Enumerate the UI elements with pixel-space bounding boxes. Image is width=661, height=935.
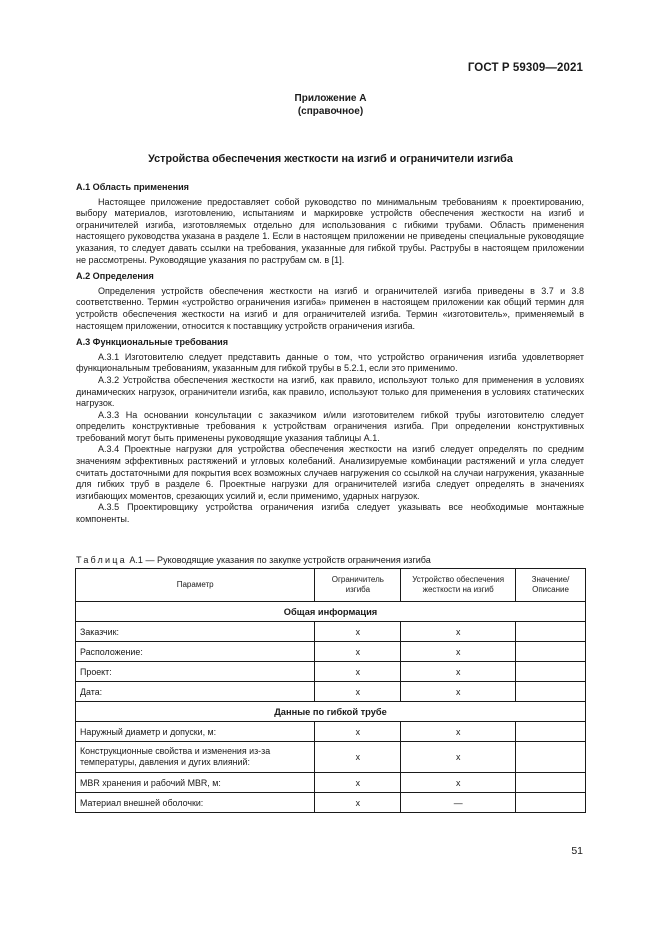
paragraph: А.3.4 Проектные нагрузки для устройства обеспечения жесткости на изгиб следует определять по средним значениям эффективных растяжений и угловых колебаний. Анализируемые комбинации растяжений и угла следует считать достаточными для покрытия всех возможных случаев нагружения со ссылкой на случаи нагружения, указанные для гибких труб в разделе 6. Проектные нагрузки для ограничителей изгиба следует определять в значениях изгибающих моментов, срезающих усилий и, если применимо, ударных нагрузок.	[76, 444, 584, 501]
cell-restrictor: x	[315, 622, 401, 642]
appendix-title: Устройства обеспечения жесткости на изгиб и ограничители изгиба	[148, 153, 513, 165]
table-row	[76, 622, 586, 642]
paragraph: А.3.2 Устройства обеспечения жесткости на изгиб, как правило, используют только для применения в условиях динамических нагрузок, ограничители изгиба, как правило, используют только для применения в условиях статических нагрузок.	[76, 374, 584, 409]
cell-parameter: Дата:	[76, 682, 315, 702]
document-code: ГОСТ Р 59309—2021	[467, 62, 583, 74]
section-heading: А.3 Функциональные требования	[76, 337, 229, 348]
cell-restrictor: x	[315, 773, 401, 793]
header-bend-restrictor: Ограничитель изгиба	[315, 569, 401, 602]
appendix-heading	[0, 92, 661, 118]
cell-value	[516, 722, 586, 742]
cell-restrictor: x	[315, 722, 401, 742]
cell-restrictor: x	[315, 682, 401, 702]
table-group-row	[76, 602, 586, 622]
cell-value	[516, 642, 586, 662]
cell-stiffener: x	[401, 622, 516, 642]
section-scope	[76, 182, 584, 266]
table-row	[76, 793, 586, 813]
cell-value	[516, 773, 586, 793]
table-row	[76, 773, 586, 793]
cell-stiffener: x	[401, 722, 516, 742]
paragraph: А.3.1 Изготовителю следует представить данные о том, что устройство ограничения изгиба удовлетворяет функциональным требованиям, указанным для гибкой трубы в 5.2.1, если это применимо.	[76, 351, 584, 374]
paragraph: А.3.5 Проектировщику устройства ограничения изгиба следует указывать все необходимые монтажные компоненты.	[76, 502, 584, 525]
table-header-row	[76, 569, 586, 602]
cell-value	[516, 682, 586, 702]
table-row	[76, 662, 586, 682]
paragraph: Определения устройств обеспечения жесткости на изгиб и ограничителей изгиба приведены в 3.7 и 3.8 соответственно. Термин «устройство ограничения изгиба» применен в настоящем приложении как общий термин для устройств обеспечения жесткости на изгиб и для ограничителей изгиба. Термин «изготовитель», применяемый в настоящем приложении, относится к поставщику устройств ограничения изгиба.	[76, 285, 584, 331]
cell-parameter: Заказчик:	[76, 622, 315, 642]
appendix-type: (справочное)	[297, 106, 364, 117]
cell-value	[516, 793, 586, 813]
section-heading: А.1 Область применения	[76, 182, 189, 192]
header-value: Значение/ Описание	[516, 569, 586, 602]
page-number: 51	[571, 845, 583, 857]
table-caption-text: А.1 — Руководящие указания по закупке устройств ограничения изгиба	[126, 555, 431, 565]
section-definitions	[76, 271, 584, 332]
body-text	[76, 182, 584, 531]
header-parameter: Параметр	[76, 569, 315, 602]
cell-restrictor: x	[315, 793, 401, 813]
table-group-row	[76, 702, 586, 722]
paragraph: А.3.3 На основании консультации с заказчиком и/или изготовителем гибкой трубы изготовителю следует определить конструктивные требования к устройствам ограничения изгиба. При определении конструктивных требований могут быть применены руководящие указания таблицы А.1.	[76, 409, 584, 443]
table-row	[76, 742, 586, 773]
cell-parameter: Материал внешней оболочки:	[76, 793, 315, 813]
table-caption	[76, 555, 431, 565]
paragraph: Настоящее приложение предоставляет собой руководство по минимальным требованиям к проектированию, выбору материалов, изготовлению, испытаниям и маркировке устройств обеспечения жесткости на изгиб и ограничителей изгиба, изготовляемых отдельно для использования с гибкими трубами. Область применения настоящего руководства указана в разделе 1. Если в настоящем приложении не приведены специальные руководящие указания, то следует давать ссылки на требования, указанные для гибкой трубы. Раструбы в настоящем приложении не рассмотрены. Руководящие указания по раструбам см. в [1].	[76, 196, 584, 265]
cell-stiffener: x	[401, 742, 516, 773]
cell-restrictor: x	[315, 742, 401, 773]
cell-stiffener: x	[401, 662, 516, 682]
cell-stiffener: x	[401, 682, 516, 702]
cell-parameter: Расположение:	[76, 642, 315, 662]
group-title: Общая информация	[76, 602, 586, 622]
cell-parameter: Проект:	[76, 662, 315, 682]
cell-value	[516, 622, 586, 642]
cell-value	[516, 742, 586, 773]
cell-parameter: MBR хранения и рабочий MBR, м:	[76, 773, 315, 793]
procurement-table	[75, 568, 586, 813]
header-bend-stiffener: Устройство обеспечения жесткости на изгиб	[401, 569, 516, 602]
section-heading: А.2 Определения	[76, 271, 154, 282]
group-title: Данные по гибкой трубе	[76, 702, 586, 722]
cell-value	[516, 662, 586, 682]
section-requirements	[76, 337, 584, 526]
table-row	[76, 722, 586, 742]
cell-restrictor: x	[315, 662, 401, 682]
cell-stiffener: x	[401, 642, 516, 662]
appendix-label: Приложение А	[294, 93, 367, 104]
cell-stiffener: x	[401, 773, 516, 793]
cell-stiffener: —	[401, 793, 516, 813]
cell-parameter: Наружный диаметр и допуски, м:	[76, 722, 315, 742]
cell-parameter: Конструкционные свойства и изменения из-за температуры, давления и дугих влияний:	[76, 742, 315, 773]
cell-restrictor: x	[315, 642, 401, 662]
table-row	[76, 682, 586, 702]
table-row	[76, 642, 586, 662]
table-caption-prefix: Таблица	[76, 555, 127, 565]
